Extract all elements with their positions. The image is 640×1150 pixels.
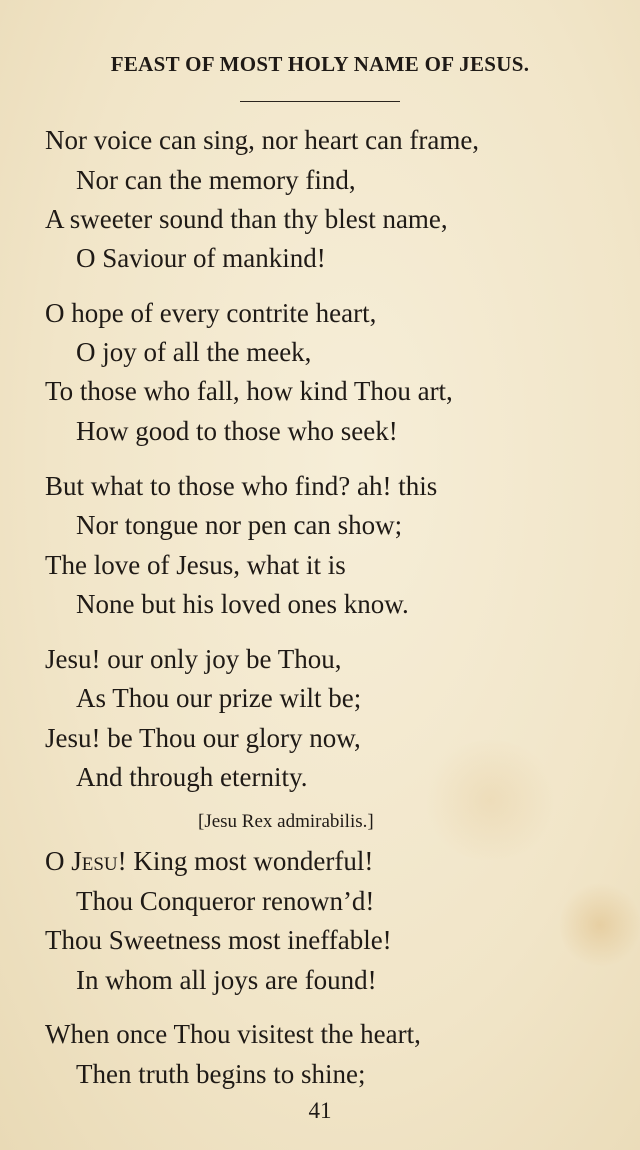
page-header: FEAST OF MOST HOLY NAME OF JESUS. bbox=[110, 52, 530, 76]
page-number: 41 bbox=[308, 1098, 332, 1123]
verse-line: Jesu! be Thou our glory now, bbox=[45, 723, 361, 753]
verse-line: When once Thou visitest the heart, bbox=[45, 1019, 421, 1049]
verse-line: Then truth begins to shine; bbox=[76, 1059, 366, 1089]
verse-line: None but his loved ones know. bbox=[76, 589, 409, 619]
verse-line: Thou Sweetness most ineffable! bbox=[45, 925, 392, 955]
verse-line: Nor can the memory find, bbox=[76, 165, 356, 195]
verse-line: O joy of all the meek, bbox=[76, 337, 312, 367]
verse-line: Nor tongue nor pen can show; bbox=[76, 510, 403, 540]
verse-line: Nor voice can sing, nor heart can frame, bbox=[45, 125, 480, 155]
verse-line: O hope of every contrite heart, bbox=[45, 298, 377, 328]
verse-line: O Saviour of mankind! bbox=[76, 243, 326, 273]
verse-line bbox=[45, 845, 373, 877]
page-stain bbox=[560, 880, 640, 970]
verse-first-word: O Jesu bbox=[45, 846, 118, 876]
hymn-attribution: [Jesu Rex admirabilis.] bbox=[198, 811, 374, 832]
verse-line: A sweeter sound than thy blest name, bbox=[45, 204, 448, 234]
verse-line: How good to those who seek! bbox=[76, 416, 398, 446]
verse-line: As Thou our prize wilt be; bbox=[76, 683, 362, 713]
verse-line: The love of Jesus, what it is bbox=[45, 550, 346, 580]
page-stain bbox=[420, 740, 560, 860]
verse-line: Jesu! our only joy be Thou, bbox=[45, 644, 342, 674]
verse-line: And through eternity. bbox=[76, 762, 308, 792]
verse-line: In whom all joys are found! bbox=[76, 965, 377, 995]
verse-line: But what to those who find? ah! this bbox=[45, 471, 438, 501]
verse-line-rest: ! King most wonderful! bbox=[117, 846, 374, 876]
verse-line: To those who fall, how kind Thou art, bbox=[45, 376, 453, 406]
header-rule bbox=[240, 101, 400, 102]
verse-line: Thou Conqueror renown’d! bbox=[76, 886, 375, 916]
